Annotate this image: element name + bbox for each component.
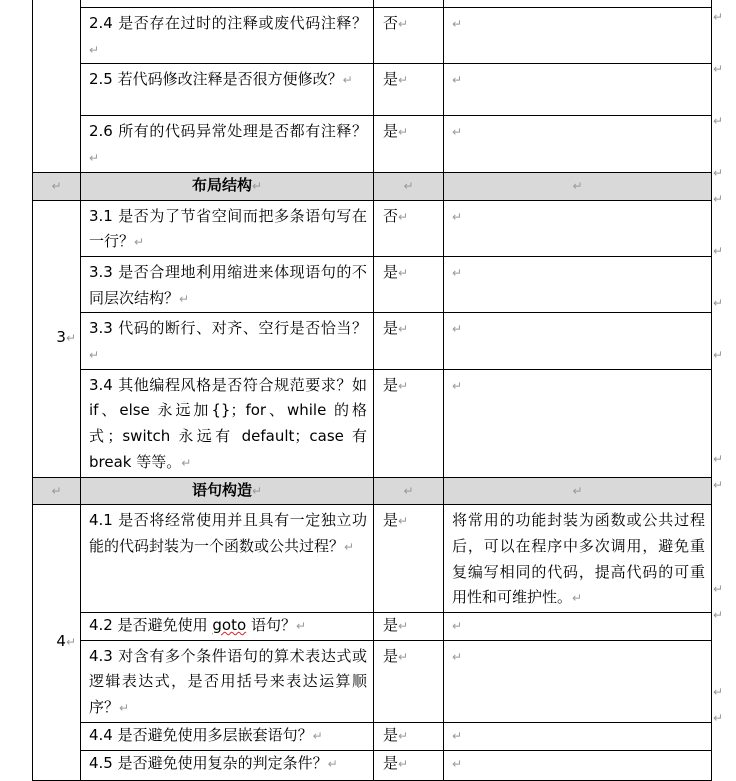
table-row [33,8,712,64]
note-cell: ↵ [444,640,712,722]
group-cell: 4↵ [33,505,81,780]
note-cell: ↵ [444,613,712,641]
item-cell: 4.1 是否将经常使用并且具有一定独立功能的代码封装为一个函数或公共过程？↵ [81,505,374,613]
group-cell: 3↵ [33,200,81,477]
row-end-mark: ↵ [713,62,724,76]
item-cell: 2.5 若代码修改注释是否很方便修改？↵ [81,64,374,116]
row-end-mark: ↵ [713,10,724,24]
note-cell: ↵ [444,64,712,116]
answer-cell: 是↵ [374,505,444,613]
answer-cell: 否↵ [374,200,444,256]
answer-cell: 是↵ [374,64,444,116]
spelling-error-word[interactable]: goto [212,616,247,635]
item-cell: 2.6 所有的代码异常处理是否都有注释？↵ [81,116,374,172]
group-cell [33,0,81,172]
answer-cell: 是↵ [374,613,444,641]
note-cell: ↵ [444,369,712,477]
table-row [33,369,712,477]
note-cell: ↵ [444,256,712,312]
row-end-mark: ↵ [713,166,724,180]
answer-cell: 是↵ [374,722,444,750]
table-row [33,613,712,641]
note-cell: ↵ [444,8,712,64]
table-row [33,64,712,116]
section-header-row: ↵ 布局结构↵ ↵ ↵ [33,172,712,200]
item-cell: 4.3 对含有多个条件语句的算术表达式或逻辑表达式，是否用括号来表达运算顺序？↵ [81,640,374,722]
answer-cell: 是↵ [374,750,444,780]
table-row [33,200,712,256]
row-end-mark: ↵ [713,608,724,622]
note-cell: ↵ [444,116,712,172]
row-end-mark: ↵ [713,114,724,128]
section-title: 语句构造↵ [81,477,374,505]
answer-cell: 是↵ [374,256,444,312]
row-end-mark: ↵ [713,296,724,310]
note-cell: 将常用的功能封装为函数或公共过程后，可以在程序中多次调用，避免重复编写相同的代码，提高代码的可重用性和可维护性。↵ [444,505,712,613]
item-cell: 3.3 是否合理地利用缩进来体现语句的不同层次结构？↵ [81,256,374,312]
row-end-mark: ↵ [713,478,724,492]
table-row [33,750,712,780]
table-row [33,0,712,8]
answer-cell: 是↵ [374,313,444,369]
table-row [33,722,712,750]
item-cell: 4.4 是否避免使用多层嵌套语句？↵ [81,722,374,750]
row-end-mark: ↵ [713,452,724,466]
item-cell: 3.1 是否为了节省空间而把多条语句写在一行？↵ [81,200,374,256]
answer-cell: 否↵ [374,8,444,64]
item-cell: 3.3 代码的断行、对齐、空行是否恰当？↵ [81,313,374,369]
item-cell: 4.2 是否避免使用 goto 语句？↵ [81,613,374,641]
table-row [33,256,712,312]
note-cell: ↵ [444,313,712,369]
table-row [33,313,712,369]
code-review-table [32,0,712,781]
section-title: 布局结构↵ [81,172,374,200]
item-cell: 2.4 是否存在过时的注释或废代码注释？↵ [81,8,374,64]
row-end-mark: ↵ [713,348,724,362]
table-row [33,640,712,722]
item-cell: 3.4 其他编程风格是否符合规范要求？如 if、else 永远加{}；for、while 的格式；switch 永远有 default；case 有 break 等等。↵ [81,369,374,477]
row-end-mark: ↵ [713,685,724,699]
section-header-row: ↵ 语句构造↵ ↵ ↵ [33,477,712,505]
row-end-mark: ↵ [713,244,724,258]
answer-cell: 是↵ [374,369,444,477]
note-cell: ↵ [444,200,712,256]
row-end-mark: ↵ [713,192,724,206]
answer-cell: 是↵ [374,116,444,172]
row-end-mark: ↵ [713,711,724,725]
item-cell: 4.5 是否避免使用复杂的判定条件？↵ [81,750,374,780]
answer-cell: 是↵ [374,640,444,722]
table-row [33,505,712,613]
row-end-mark: ↵ [713,582,724,596]
note-cell: ↵ [444,722,712,750]
item-cell [81,0,374,8]
table-row [33,116,712,172]
note-cell: ↵ [444,750,712,780]
